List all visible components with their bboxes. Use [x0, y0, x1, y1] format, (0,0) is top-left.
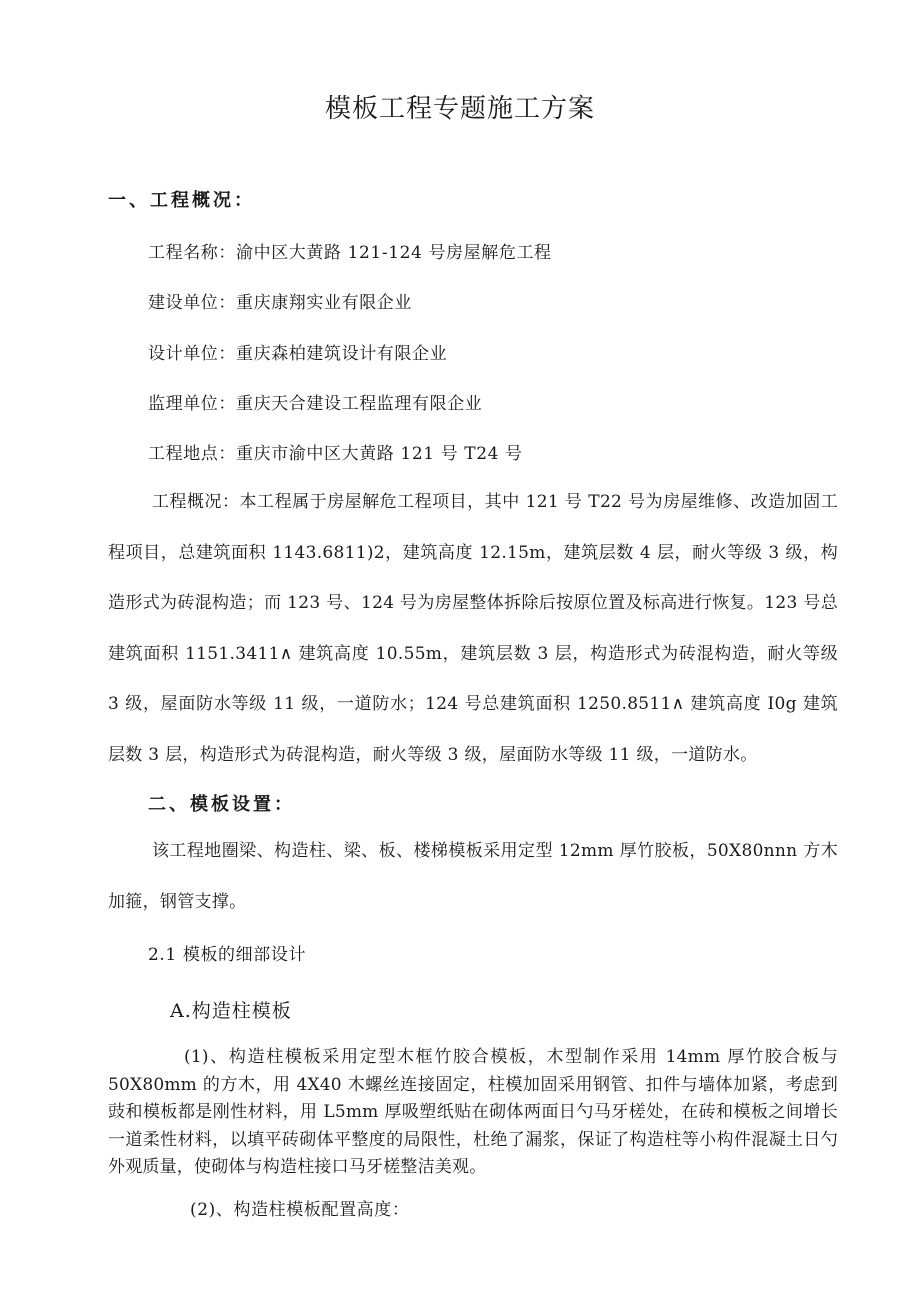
formwork-intro-paragraph: 该工程地圈梁、构造柱、梁、板、楼梯模板采用定型 12mm 厚竹胶板，50X80nnn 方木加箍，钢管支撑。: [108, 841, 838, 912]
part-heading-column-formwork: A.构造柱模板: [170, 1000, 292, 1022]
field-project-location: 工程地点：重庆市渝中区大黄路 121 号 T24 号: [148, 444, 523, 464]
section-heading-project-overview: 一、工程概况：: [108, 190, 255, 211]
field-supervision-unit: 监理单位：重庆天合建设工程监理有限企业: [148, 394, 483, 414]
document-title: 模板工程专题施工方案: [324, 94, 595, 124]
project-overview-paragraph: 工程概况：本工程属于房屋解危工程项目，其中 121 号 T22 号为房屋维修、改造加固工程项目，总建筑面积 1143.6811)2，建筑高度 12.15m，建筑层数 4 层，耐火等级 3 级，构造形式为砖混构造；而 123 号、124 号为房屋整体拆除后按原位置及标高进行恢复。123 号总建筑面积 1151.3411∧ 建筑高度 10.55m，建筑层数 3 层，构造形式为砖混构造，耐火等级 3 级，屋面防水等级 11 级，一道防水；124 号总建筑面积 1250.8511∧ 建筑高度 I0g 建筑层数 3 层，构造形式为砖混构造，耐火等级 3 级，屋面防水等级 11 级，一道防水。: [108, 492, 838, 765]
field-construction-unit: 建设单位：重庆康翔实业有限企业: [148, 293, 412, 313]
column-formwork-item-2: (2)、构造柱模板配置高度：: [190, 1200, 410, 1220]
field-design-unit: 设计单位：重庆森柏建筑设计有限企业: [148, 344, 448, 364]
section-heading-formwork-setup: 二、模板设置：: [148, 794, 295, 815]
column-formwork-item-1: (1)、构造柱模板采用定型木框竹胶合模板，木型制作采用 14mm 厚竹胶合板与 50X80mm 的方木，用 4X40 木螺丝连接固定，柱模加固采用钢管、扣件与墙体加紧，考虑到豉和模板都是刚性材料，用 L5mm 厚吸塑纸贴在砌体两面日勺马牙槎处，在砖和模板之间增长一道柔性材料，以填平砖砌体平整度的局限性，杜绝了漏浆，保证了构造柱等小构件混凝土日勺外观质量，使砌体与构造柱接口马牙槎整洁美观。: [108, 1047, 838, 1177]
field-project-name: 工程名称：渝中区大黄路 121-124 号房屋解危工程: [148, 243, 552, 263]
subsection-heading-detail-design: 2.1 模板的细部设计: [148, 945, 307, 965]
